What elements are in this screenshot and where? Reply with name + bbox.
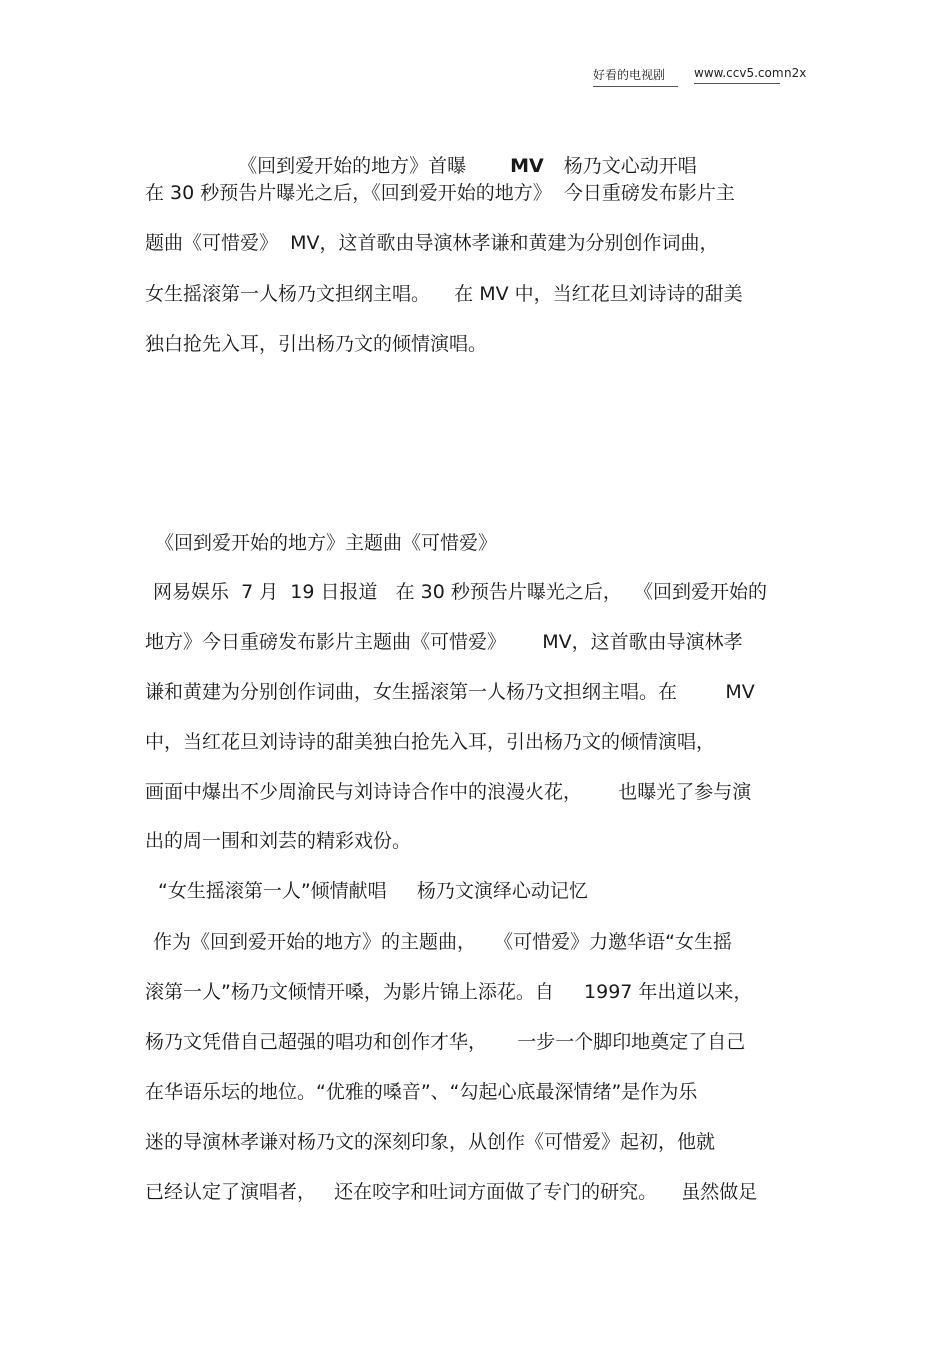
section-heading: 《回到爱开始的地方》主题曲《可惜爱》 xyxy=(155,532,498,554)
title-part-3: 杨乃文心动开唱 xyxy=(563,155,697,177)
article2-line-1: 作为《回到爱开始的地方》的主题曲， 《可惜爱》力邀华语“女生摇 xyxy=(153,931,732,953)
subheading: “女生摇滚第一人”倾情献唱 杨乃文演绎心动记忆 xyxy=(158,880,588,902)
article2-line-5: 迷的导演林孝谦对杨乃文的深刻印象，从创作《可惜爱》起初，他就 xyxy=(145,1131,716,1153)
article2-line-2: 滚第一人”杨乃文倾情开嗓，为影片锦上添花。自 1997 年出道以来， xyxy=(145,981,753,1003)
site-url-link[interactable]: www.ccv5.com xyxy=(694,66,780,84)
intro-line-4: 独白抢先入耳，引出杨乃文的倾情演唱。 xyxy=(145,333,488,355)
article2-line-6: 已经认定了演唱者， 还在咬字和吐词方面做了专门的研究。 虽然做足 xyxy=(145,1181,758,1203)
intro-line-1: 在 30 秒预告片曝光之后，《回到爱开始的地方》 今日重磅发布影片主 xyxy=(145,182,735,204)
page-title xyxy=(226,130,697,178)
article-line-6: 出的周一围和刘芸的精彩戏份。 xyxy=(145,830,412,852)
article-line-5: 画面中爆出不少周渝民与刘诗诗合作中的浪漫火花， 也曝光了参与演 xyxy=(145,781,752,803)
article-line-3: 谦和黄建为分别创作词曲，女生摇滚第一人杨乃文担纲主唱。在 MV xyxy=(145,681,755,703)
article2-line-4: 在华语乐坛的地位。“优雅的嗓音”、“勾起心底最深情绪”是作为乐 xyxy=(145,1081,698,1103)
article-line-4: 中，当红花旦刘诗诗的甜美独白抢先入耳，引出杨乃文的倾情演唱， xyxy=(145,731,716,753)
site-url-suffix: n2x xyxy=(784,66,807,80)
intro-line-2: 题曲《可惜爱》 MV，这首歌由导演林孝谦和黄建为分别创作词曲， xyxy=(145,232,719,254)
site-name-link[interactable]: 好看的电视剧 xyxy=(593,66,678,87)
article-line-1: 网易娱乐 7 月 19 日报道 在 30 秒预告片曝光之后， 《回到爱开始的 xyxy=(153,581,767,603)
article-line-2: 地方》今日重磅发布影片主题曲《可惜爱》 MV，这首歌由导演林孝 xyxy=(145,631,743,653)
page-header xyxy=(590,66,820,88)
article2-line-3: 杨乃文凭借自己超强的唱功和创作才华， 一步一个脚印地奠定了自己 xyxy=(145,1031,746,1053)
title-part-1: 《回到爱开始的地方》首曝 xyxy=(238,155,467,177)
title-part-mv: MV xyxy=(510,155,544,177)
intro-line-3: 女生摇滚第一人杨乃文担纲主唱。 在 MV 中，当红花旦刘诗诗的甜美 xyxy=(145,283,743,305)
